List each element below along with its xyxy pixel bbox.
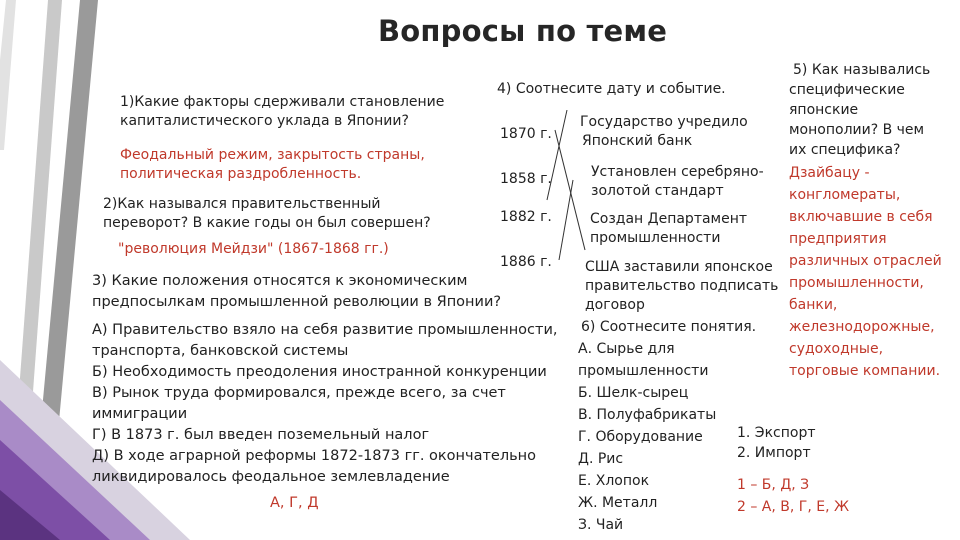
q5-question-line: 5) Как назывались [793,62,931,78]
q5-answer-line: включавшие в себя [789,209,933,225]
q5-question-line: монополии? В чем [789,122,925,138]
q4-event-line: промышленности [590,230,721,246]
q3-option: А) Правительство взяло на себя развитие промышленности, [92,322,558,338]
q4-event [580,113,748,151]
q2-question-line: переворот? В какие годы он был совершен? [103,215,431,231]
q5-answer-line: конгломераты, [789,187,901,203]
q6-answer: 2 – А, В, Г, Е, Ж [737,499,850,515]
q5-question-line: их специфика? [789,142,901,158]
q4-event-line: Создан Департамент [590,211,748,227]
q3-answer: А, Г, Д [270,495,319,511]
q6-answers [737,474,849,518]
q6-title: 6) Соотнесите понятия. [581,319,757,335]
q5-answer-line: судоходные, [789,341,884,357]
q6-item: В. Полуфабрикаты [578,407,717,423]
q4-date: 1870 г. [500,126,552,142]
q3-options [92,320,558,488]
q4-event [590,210,747,248]
q2-question [103,195,431,233]
q4-event-line: Японский банк [582,133,693,149]
q6-item: Г. Оборудование [578,429,703,445]
q1-question-line: 1)Какие факторы сдерживали становление [120,94,445,110]
q2-question-line: 2)Как назывался правительственный [103,196,381,212]
q6-category: 1. Экспорт [737,425,816,441]
q3-question [92,271,501,313]
q4-date: 1886 г. [500,254,552,270]
q3-option: Б) Необходимость преодоления иностранной конкуренции [92,364,547,380]
q6-answer: 1 – Б, Д, З [737,477,810,493]
q6-items [578,338,716,536]
q4-event-line: договор [585,297,645,313]
q3-question-line: предпосылкам промышленной революции в Японии? [92,294,502,310]
q4-event-line: правительство подписать [585,278,779,294]
q4-date: 1882 г. [500,209,552,225]
q5-answer-line: различных отраслей [789,253,942,269]
q4-title: 4) Соотнесите дату и событие. [497,81,726,97]
q4-event-line: Государство учредило [580,114,748,130]
q3-option: иммиграции [92,406,188,422]
q6-item: Б. Шелк-сырец [578,385,689,401]
q5-answer-line: промышленности, [789,275,924,291]
q5-answer-line: Дзайбацу - [789,165,870,181]
q4-date: 1858 г. [500,171,552,187]
q3-option: Г) В 1873 г. был введен поземельный налог [92,427,430,443]
q3-option: В) Рынок труда формировался, прежде всего, за счет [92,385,506,401]
q2-answer: "революция Мейдзи" (1867-1868 гг.) [118,241,389,257]
q3-question-line: 3) Какие положения относятся к экономическим [92,273,468,289]
q6-item: промышленности [578,363,709,379]
q5-answer-line: торговые компании. [789,363,941,379]
q3-option: ликвидировалось феодальное землевладение [92,469,450,485]
q5-question [789,60,930,160]
q1-answer [120,146,425,184]
q5-question-line: японские [789,102,859,118]
q3-option: транспорта, банковской системы [92,343,349,359]
q5-answer-line: банки, [789,297,838,313]
q3-option: Д) В ходе аграрной реформы 1872-1873 гг. окончательно [92,448,536,464]
q6-item: Д. Рис [578,451,624,467]
q6-item: Ж. Металл [578,495,658,511]
q6-item: А. Сырье для [578,341,675,357]
q4-match-lines [545,110,590,260]
page-title: Вопросы по теме [378,14,668,48]
q4-event-line: Установлен серебряно- [591,164,764,180]
q1-question-line: капиталистического уклада в Японии? [120,113,409,129]
q4-event [585,258,778,315]
q1-answer-line: Феодальный режим, закрытость страны, [120,147,425,163]
q5-answer-line: железнодорожные, [789,319,935,335]
q5-question-line: специфические [789,82,905,98]
q6-item: З. Чай [578,517,624,533]
q1-question [120,93,444,131]
q5-answer [789,162,942,382]
q6-category: 2. Импорт [737,445,811,461]
q5-answer-line: предприятия [789,231,887,247]
q6-categories [737,423,816,463]
q4-event [591,163,764,201]
q4-event-line: США заставили японское [585,259,773,275]
q4-event-line: золотой стандарт [591,183,724,199]
q1-answer-line: политическая раздробленность. [120,166,362,182]
q6-item: Е. Хлопок [578,473,650,489]
